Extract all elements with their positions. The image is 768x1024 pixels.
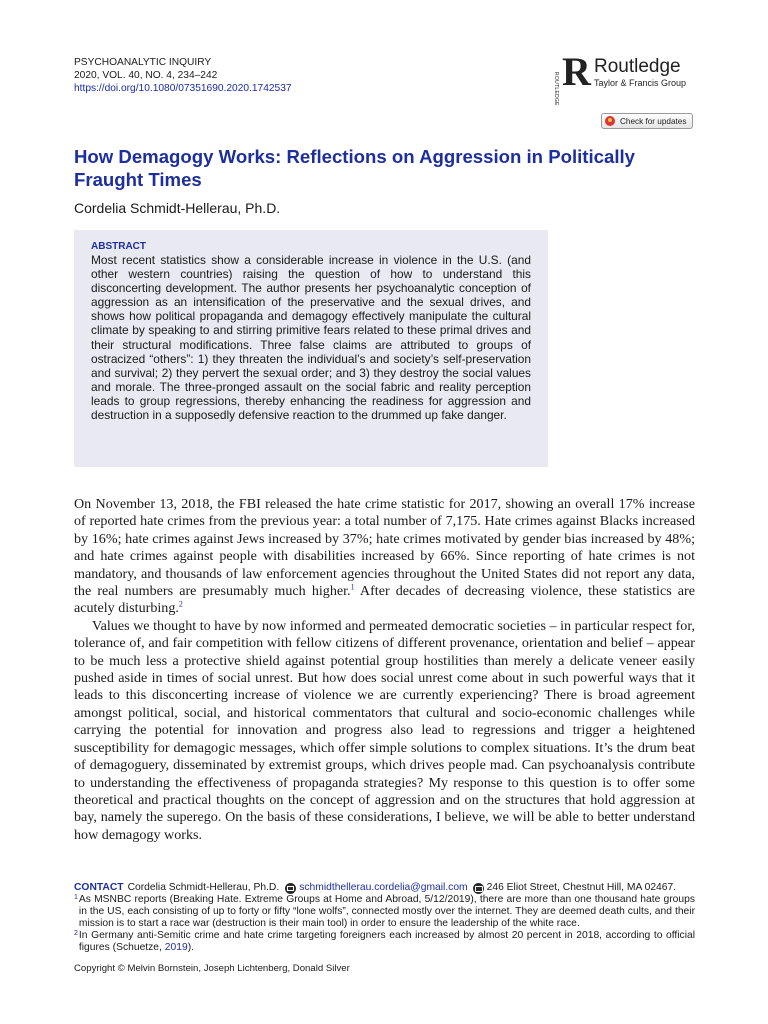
- check-for-updates-label: Check for updates: [620, 116, 687, 126]
- journal-name: PSYCHOANALYTIC INQUIRY: [74, 57, 212, 68]
- article-author: Cordelia Schmidt-Hellerau, Ph.D.: [74, 200, 281, 216]
- paragraph-1: On November 13, 2018, the FBI released the hate crime statistic for 2017, showing an overall 17% increase of reported hate crimes from the previous year: a total number of 7,175. Hate crimes against Blacks increased by 16%; hate crimes against Jews increased by 37%; hate crimes motivated by gender bias increased by 48%; and hate crimes against people with disabilities increased by 66%. Since reporting of hate crimes is not mandatory, and thousands of law enforcement agencies throughout the United States did not report any data, the real numbers are presumably much higher.$^1$ After decades of decreasing violence, these statistics are acutely disturbing.$^2$: [74, 496, 695, 617]
- address-icon: [473, 883, 484, 894]
- footnote-number: 1: [74, 894, 78, 902]
- doi-link[interactable]: https://doi.org/10.1080/07351690.2020.1742537: [74, 83, 292, 94]
- article-title: How Demagogy Works: Reflections on Aggression in Politically Fraught Times: [74, 146, 636, 190]
- routledge-logo-icon: R ROUTLEDGE: [553, 49, 591, 106]
- footnotes-area: [74, 882, 695, 955]
- crossmark-icon: [605, 116, 615, 126]
- footnote-number: 2: [74, 930, 78, 938]
- footnote-1: [74, 894, 695, 930]
- abstract-box: [74, 230, 548, 467]
- abstract-heading: ABSTRACT: [91, 241, 146, 252]
- footnote-2: [74, 930, 695, 954]
- footnote-text: In Germany anti-Semitic crime and hate crime targeting foreigners each increased by almost 20 percent in 2018, according to official figures (Schuetze, 2019).: [78, 930, 695, 954]
- body-text: [74, 496, 695, 844]
- footnote-ref-2[interactable]: 2: [178, 599, 183, 609]
- publisher-name: Routledge: [594, 56, 681, 77]
- publisher-vertical-text: ROUTLEDGE: [553, 72, 559, 106]
- contact-name: Cordelia Schmidt-Hellerau, Ph.D.: [127, 882, 280, 893]
- contact-label: CONTACT: [74, 882, 124, 893]
- email-icon: [285, 883, 296, 894]
- contact-address: 246 Eliot Street, Chestnut Hill, MA 02467.: [486, 882, 677, 893]
- journal-meta: [74, 56, 292, 95]
- check-for-updates-button[interactable]: [601, 113, 693, 129]
- paragraph-2: Values we thought to have by now informed and permeated democratic societies – in particular respect for, tolerance of, and fair competition with fellow citizens of different provenance, orientation and belief – appear to be much less a protective shield against potential group hostilities than merely a delicate veneer easily pushed aside in times of social unrest. But how does social unrest come about in such powerful ways that it leads to this disconcerting increase of violence we are currently experiencing? There is broad agreement amongst political, social, and historical commentators that cultural and socio-economic challenges while carrying the potential for innovation and progress also lead to regressions and trigger a heightened susceptibility for demagogic messages, which offer simple solutions to complex situations. It’s the drum beat of demagoguery, disseminated by extremist groups, which drives people mad. Can psychoanalysis contribute to understanding the effectiveness of propaganda strategies? My response to this question is to offer some theoretical and practical thoughts on the concept of aggression and on the structures that hold aggression at bay, namely the superego. On the basis of these considerations, I believe, we will be able to better understand how demagogy works.: [74, 617, 695, 843]
- citation-link[interactable]: 2019: [164, 942, 188, 954]
- footnote-ref-1[interactable]: 1: [350, 582, 355, 592]
- copyright-notice: Copyright © Melvin Bornstein, Joseph Lichtenberg, Donald Silver: [74, 963, 350, 974]
- journal-volume: 2020, VOL. 40, NO. 4, 234–242: [74, 70, 218, 81]
- contact-email-link[interactable]: schmidthellerau.cordelia@gmail.com: [299, 882, 468, 893]
- abstract-text: Most recent statistics show a considerable increase in violence in the U.S. (and other western countries) raising the question of how to understand this disconcerting development. The author presents her psychoanalytic conception of aggression as an intensification of the preservative and the sexual drives, and shows how political propaganda and demagogy effectively manipulate the cultural climate by speaking to and stirring primitive fears related to these primal drives and their structural modifications. Three false claims are attributed to groups of ostracized “others”: 1) they threaten the individual’s and society’s self-preservation and survival; 2) they pervert the sexual order; and 3) they destroy the social values and morale. The three-pronged assault on the social fabric and reality perception leads to group regressions, thereby enhancing the readiness for aggression and destruction in a supposedly defensive reaction to the drummed up fake danger.: [91, 253, 531, 423]
- contact-line: [74, 882, 695, 894]
- footnote-text: As MSNBC reports (Breaking Hate. Extreme Groups at Home and Abroad, 5/12/2019), there are more than one thousand hate groups in the US, each consisting of up to forty or fifty “lone wolfs”, connected mostly over the internet. They are deemed death cults, and their mission is to start a race war (destruction is their main tool) in order to ensure the leadership of the white race.: [78, 894, 695, 930]
- publisher-logo: [553, 49, 687, 106]
- publisher-subtitle: Taylor & Francis Group: [594, 78, 687, 88]
